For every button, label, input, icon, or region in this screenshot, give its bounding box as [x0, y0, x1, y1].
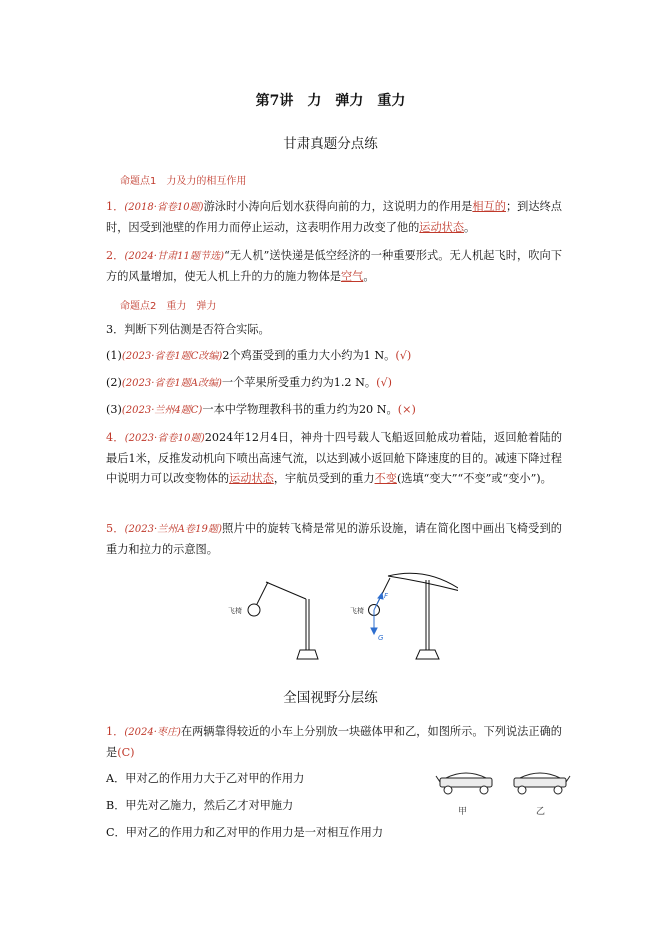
question-text: 照片中的旋转飞椅是常见的游乐设施，请在简化图中画出飞椅受到的重力和拉力的示意图。	[106, 522, 562, 556]
item-text: 一本中学物理教科书的重力约为20 N。	[202, 403, 398, 416]
judgement-mark: (√)	[395, 349, 412, 362]
question-text: “无人机”送快递是低空经济的一种重要形式。无人机起飞时，吹向下方的风量增加，使无人机上升的力的施力物体是	[106, 249, 563, 283]
question-text: 。	[464, 221, 476, 234]
question-5	[106, 519, 562, 560]
option-b: B．甲先对乙施力，然后乙才对甲施力	[106, 799, 294, 812]
figure-label-right: 飞椅	[350, 607, 364, 615]
force-label-f: F	[384, 592, 389, 600]
cart-label-a: 甲	[458, 807, 468, 817]
question-text: 。	[363, 270, 375, 283]
question-text: ，宇航员受到的重力	[273, 472, 375, 485]
question-1	[106, 197, 562, 238]
question-6	[106, 722, 562, 763]
answer: 空气	[340, 270, 364, 283]
question-source: (2018·省卷10题)	[124, 202, 204, 213]
question-text: 2024年12月4日，神舟十四号载人飞船返回舱成功着陆，返回舱着陆的最后1米，反推发动机向下喷出高速气流，以达到减小返回舱下降速度的目的。减速下降过程中说明力可以改变物体的	[106, 431, 563, 485]
question-3-stem: 3．判断下列估测是否符合实际。	[106, 323, 270, 336]
question-source: (2023·省卷1题C改编)	[121, 351, 223, 362]
option-a: A．甲对乙的作用力大于乙对甲的作用力	[106, 772, 305, 785]
question-number: 4．	[106, 431, 125, 444]
cart-b	[514, 773, 570, 794]
answer: 运动状态	[229, 472, 274, 485]
question-4	[106, 428, 562, 489]
answer: 相互的	[472, 200, 506, 213]
section-heading-national: 全国视野分层练	[283, 690, 378, 706]
question-text: (选填“变大”“不变”或“变小”)。	[396, 472, 552, 485]
magnet-carts-figure	[432, 770, 582, 818]
swing-ride-figure	[228, 568, 458, 666]
answer: 运动状态	[419, 221, 465, 234]
question-3-item-1	[106, 346, 411, 367]
question-source: (2023·省卷1题A改编)	[121, 378, 222, 389]
question-3-item-2	[106, 373, 392, 394]
question-source: (2023·省卷10题)	[124, 433, 205, 444]
question-number: 1．	[106, 725, 125, 738]
question-number: 5．	[106, 522, 125, 535]
section-heading-gansu: 甘肃真题分点练	[283, 136, 378, 152]
question-source: (2023·兰州4题C)	[121, 405, 203, 416]
answer: (C)	[117, 746, 135, 759]
question-2	[106, 246, 562, 287]
item-number: (2)	[106, 376, 122, 389]
item-number: (1)	[106, 349, 122, 362]
topic-heading-2: 命题点2 重力 弹力	[120, 301, 217, 312]
item-number: (3)	[106, 403, 122, 416]
question-source: (2023·兰州A卷19题)	[124, 524, 223, 535]
question-text: ；到达终点时，因受到池壁的作用力而停止运动，这表明作用力改变了他的	[106, 200, 562, 234]
question-text: 在两辆靠得较近的小车上分别放一块磁体甲和乙，如图所示。下列说法正确的是	[106, 725, 562, 759]
item-text: 2个鸡蛋受到的重力大小约为1 N。	[222, 349, 396, 362]
option-c: C．甲对乙的作用力和乙对甲的作用力是一对相互作用力	[106, 826, 384, 839]
question-text: 游泳时小涛向后划水获得向前的力，这说明力的作用是	[203, 200, 473, 213]
page-title: 第7讲 力 弹力 重力	[255, 93, 406, 109]
cart-a	[436, 773, 492, 794]
question-number: 2．	[106, 249, 125, 262]
judgement-mark: (√)	[376, 376, 392, 389]
judgement-mark: (×)	[397, 403, 416, 416]
question-source: (2024·甘肃11题节选)	[124, 251, 225, 262]
item-text: 一个苹果所受重力约为1.2 N。	[221, 376, 377, 389]
answer: 不变	[374, 472, 397, 485]
figure-label-left: 飞椅	[228, 607, 242, 615]
swing-ride-right	[369, 573, 459, 659]
force-label-g: G	[378, 634, 384, 642]
question-source: (2024·枣庄)	[124, 727, 181, 738]
cart-label-b: 乙	[536, 807, 546, 817]
question-3-item-3	[106, 400, 416, 421]
topic-heading-1: 命题点1 力及力的相互作用	[120, 176, 247, 187]
question-number: 1．	[106, 200, 125, 213]
swing-ride-left	[248, 582, 318, 659]
